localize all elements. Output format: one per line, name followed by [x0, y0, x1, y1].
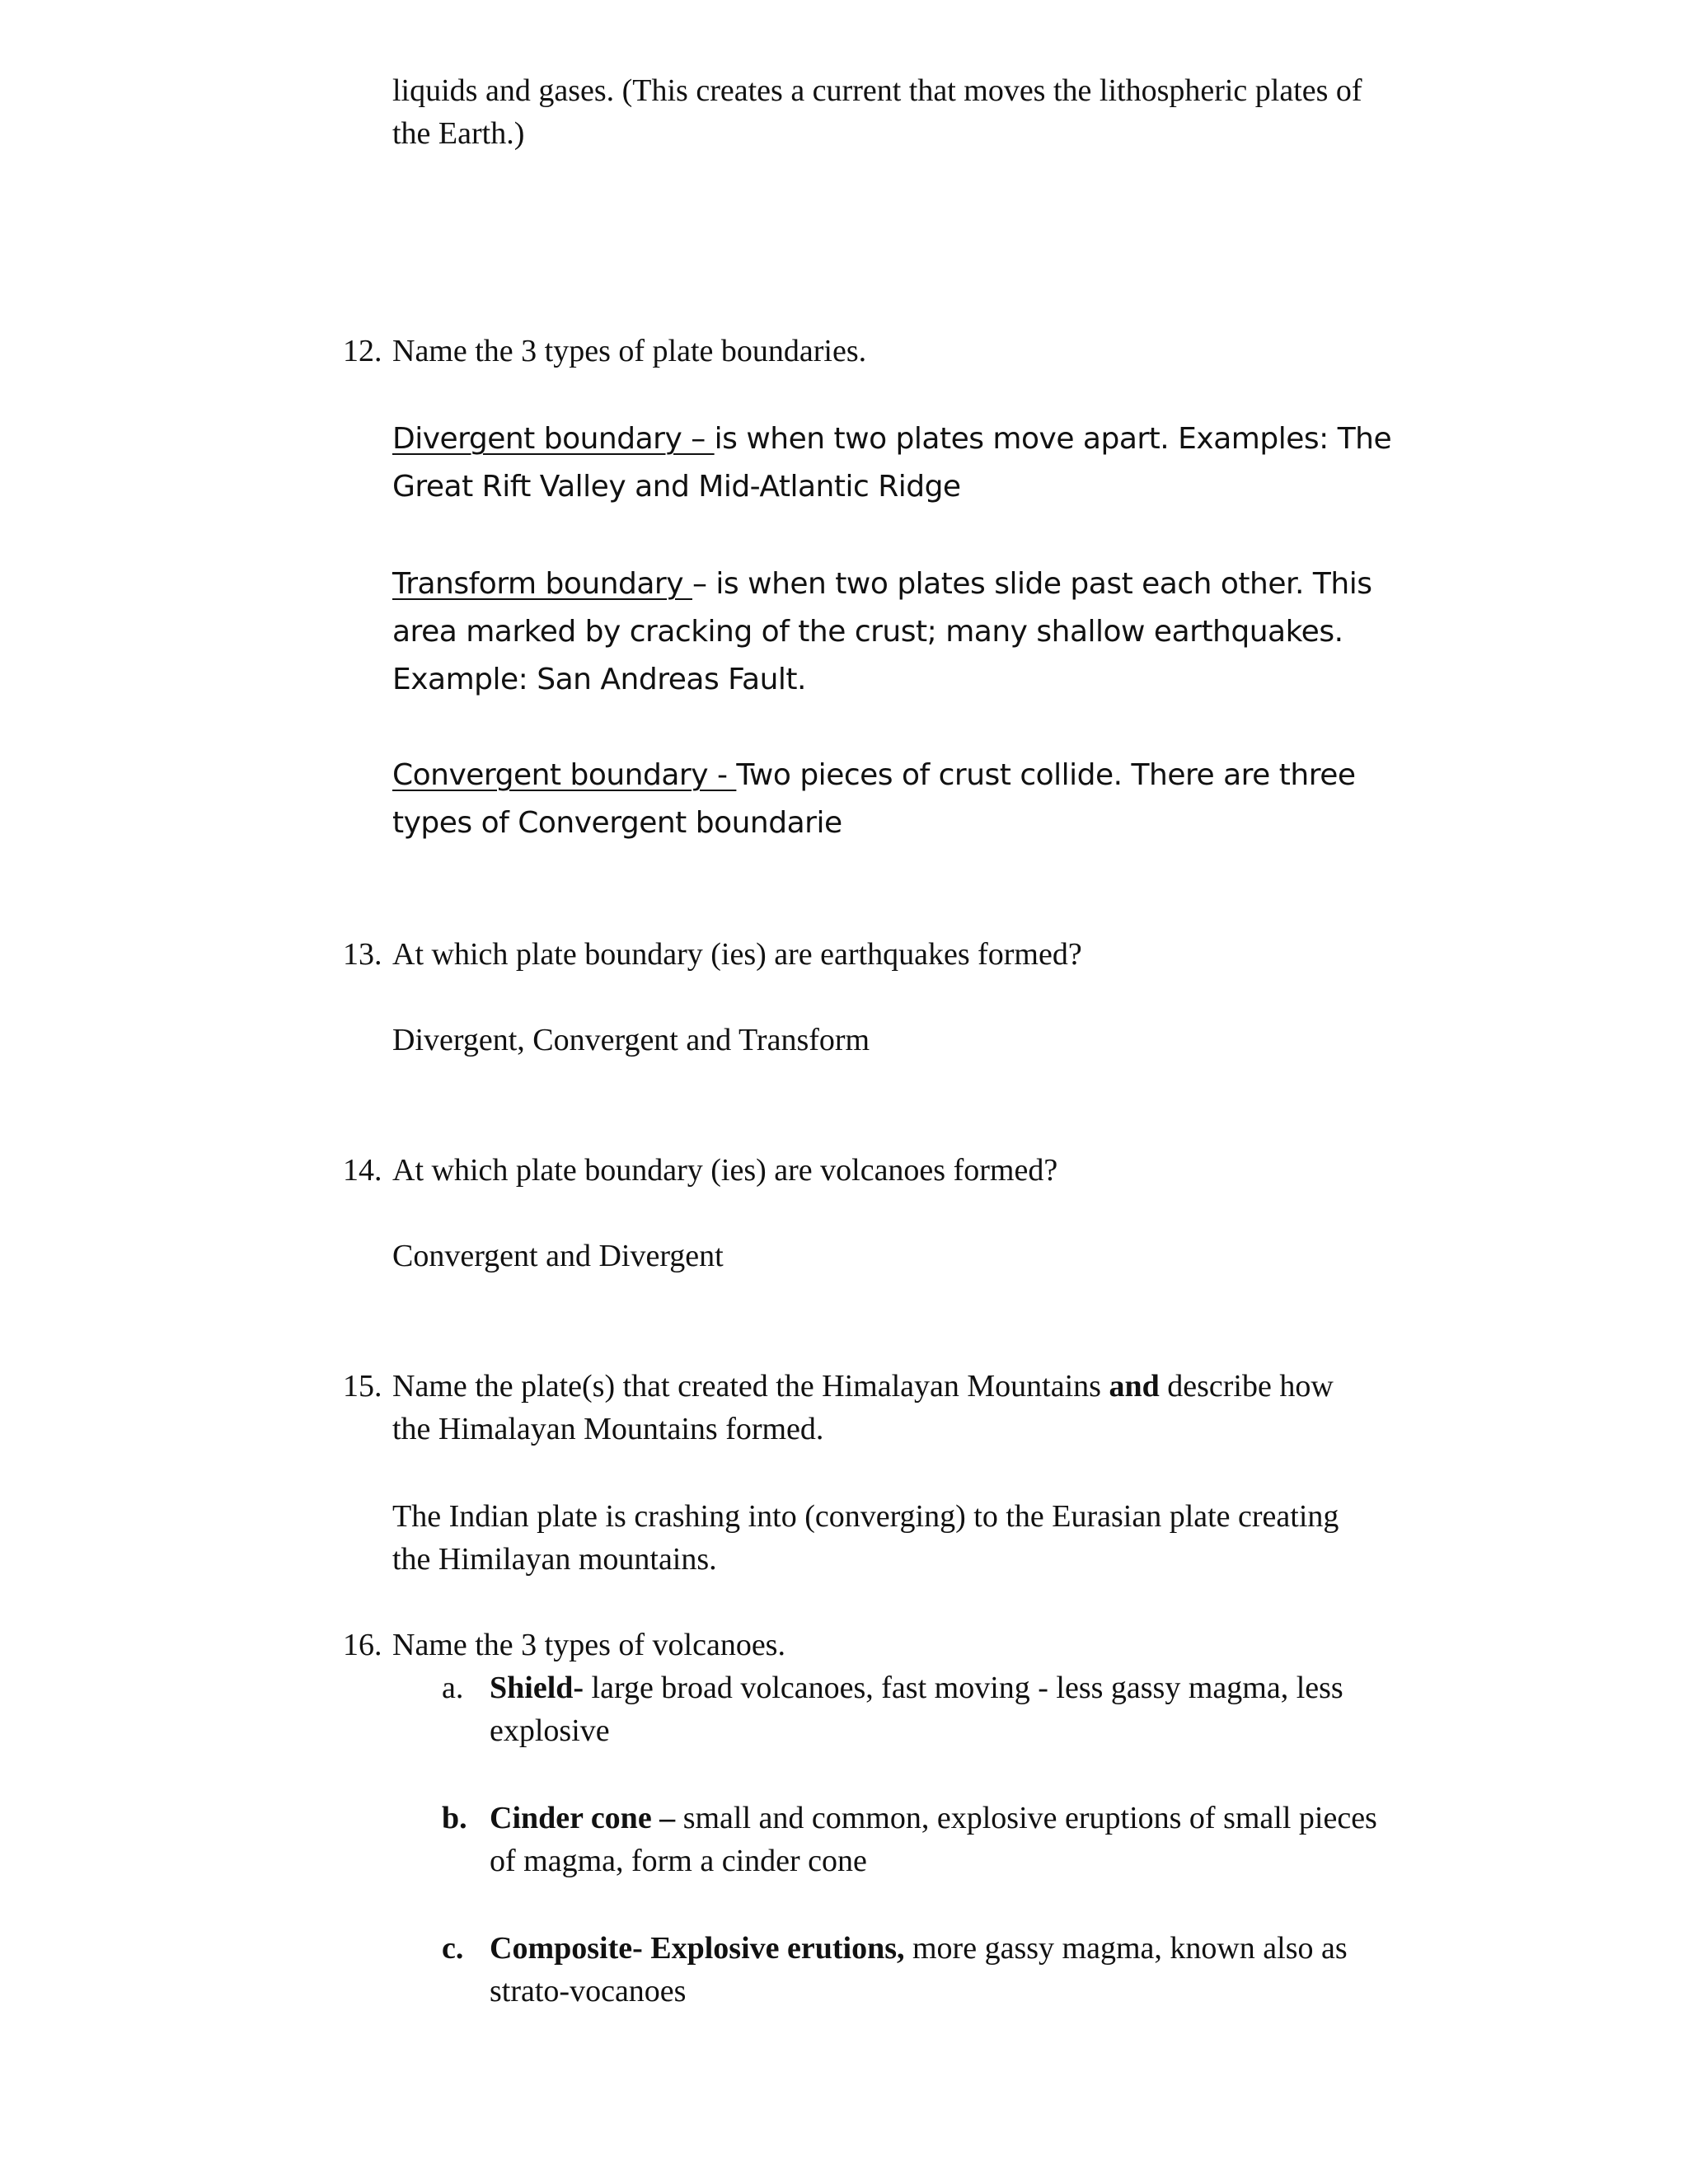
- item-term: Cinder cone –: [490, 1801, 676, 1835]
- question-text-a: Name the plate(s) that created the Himalayan Mountains: [392, 1369, 1109, 1404]
- answer-line-1: The Indian plate is crashing into (converging) to the Eurasian plate creating: [392, 1499, 1339, 1534]
- answer-text: Divergent, Convergent and Transform: [392, 1023, 870, 1057]
- question-text-b: describe how: [1159, 1369, 1334, 1404]
- convergent-line-2: types of Convergent boundarie: [392, 806, 842, 840]
- answer-line-2: the Himilayan mountains.: [392, 1542, 717, 1577]
- item-line-1: [490, 1670, 1343, 1706]
- intro-line-1: liquids and gases. (This creates a current that moves the lithospheric plates of: [392, 73, 1362, 108]
- question-text: At which plate boundary (ies) are earthquakes formed?: [392, 937, 1082, 972]
- item-line-1: [490, 1930, 1348, 1966]
- question-text: Name the 3 types of plate boundaries.: [392, 334, 867, 368]
- question-number: 13.: [343, 937, 382, 972]
- item-line-1: [490, 1800, 1377, 1836]
- question-line-1: [392, 1368, 1334, 1404]
- convergent-desc: Two pieces of crust collide. There are three: [736, 758, 1356, 792]
- question-text: At which plate boundary (ies) are volcanoes formed?: [392, 1153, 1058, 1188]
- item-line-2: explosive: [490, 1713, 610, 1748]
- answer-text: Convergent and Divergent: [392, 1239, 724, 1273]
- question-number: 15.: [343, 1369, 382, 1404]
- convergent-term: Convergent boundary -: [392, 758, 737, 792]
- transform-desc: – is when two plates slide past each other. This: [692, 567, 1372, 601]
- item-desc: small and common, explosive eruptions of small pieces: [675, 1801, 1377, 1835]
- question-bold-word: and: [1109, 1369, 1160, 1404]
- item-term: Shield-: [490, 1671, 584, 1705]
- item-term: Composite- Explosive erutions,: [490, 1931, 905, 1966]
- item-letter: b.: [442, 1801, 467, 1835]
- question-line-2: the Himalayan Mountains formed.: [392, 1412, 824, 1446]
- item-desc: more gassy magma, known also as: [904, 1931, 1348, 1966]
- item-desc: large broad volcanoes, fast moving - less gassy magma, less: [584, 1671, 1343, 1705]
- question-number: 14.: [343, 1153, 382, 1188]
- convergent-line-1: [392, 758, 1356, 792]
- question-number: 12.: [343, 334, 382, 368]
- divergent-term: Divergent boundary –: [392, 422, 715, 456]
- question-number: 16.: [343, 1628, 382, 1662]
- item-letter: a.: [442, 1671, 464, 1705]
- item-line-2: strato-vocanoes: [490, 1974, 687, 2008]
- transform-term: Transform boundary: [392, 567, 692, 601]
- divergent-line-2: Great Rift Valley and Mid-Atlantic Ridge: [392, 470, 961, 504]
- divergent-line-1: [392, 422, 1391, 456]
- transform-line-3: Example: San Andreas Fault.: [392, 663, 806, 696]
- intro-line-2: the Earth.): [392, 116, 525, 151]
- item-line-2: of magma, form a cinder cone: [490, 1844, 867, 1878]
- item-letter: c.: [442, 1931, 464, 1966]
- question-text: Name the 3 types of volcanoes.: [392, 1628, 785, 1662]
- divergent-desc: is when two plates move apart. Examples: The: [714, 422, 1392, 456]
- transform-line-1: [392, 567, 1372, 601]
- transform-line-2: area marked by cracking of the crust; many shallow earthquakes.: [392, 615, 1343, 649]
